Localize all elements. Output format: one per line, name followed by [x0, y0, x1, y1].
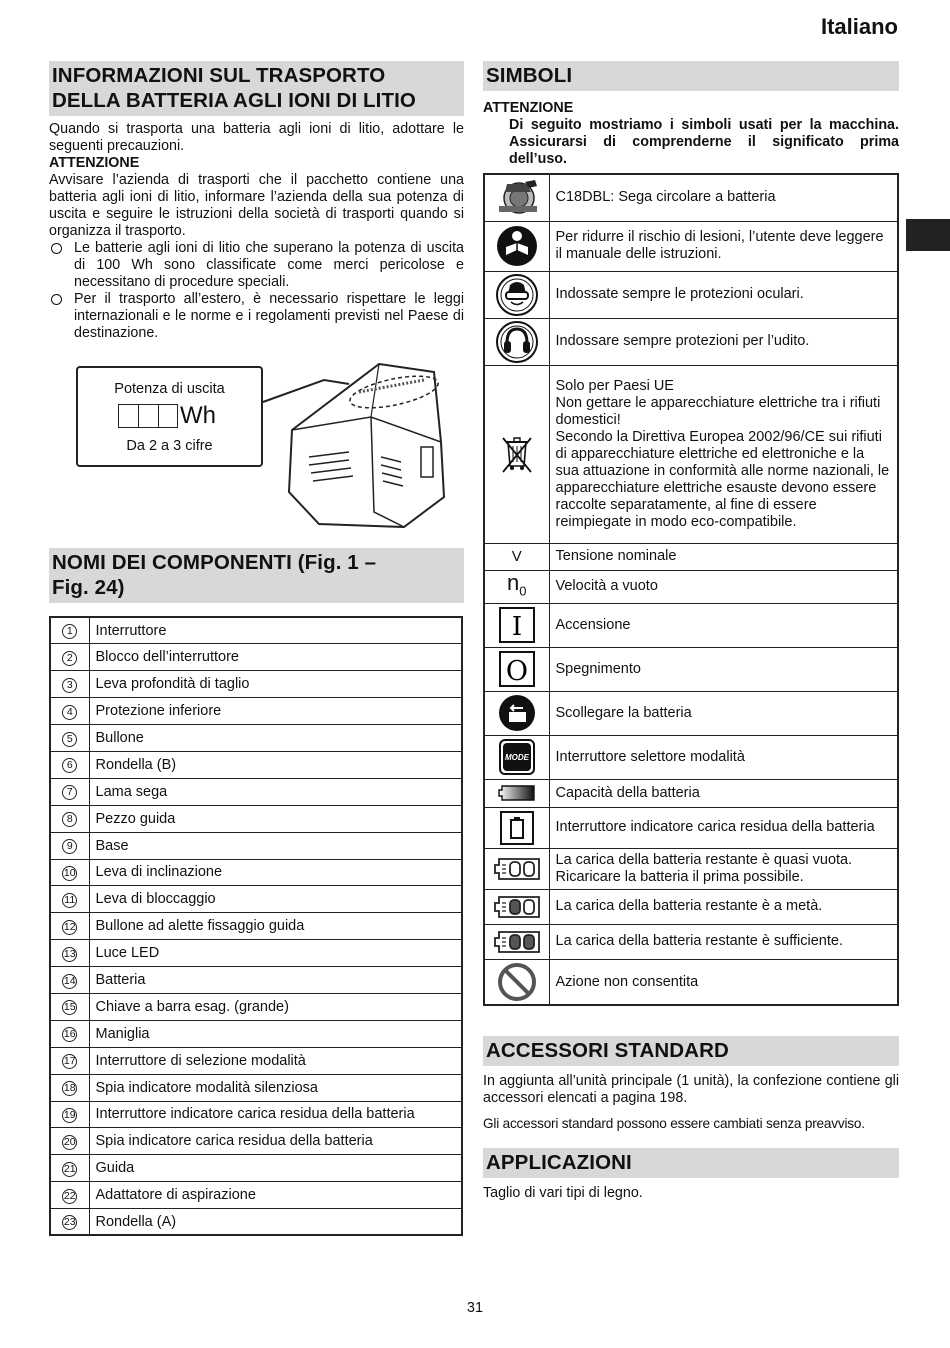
- symbol-row: [484, 691, 898, 735]
- component-label: Rondella (A): [89, 1209, 462, 1236]
- symbol-row: [484, 271, 898, 318]
- svg-text:O: O: [505, 656, 528, 688]
- transport-bullet: Per il trasporto all’estero, è necessario rispettare le leggi internazionali e le norme e i regolamenti previsti nel Paese di destinazione.: [49, 291, 464, 342]
- component-number: 16: [63, 1028, 76, 1041]
- component-number: 22: [63, 1189, 76, 1202]
- symbols-warning-text: Di seguito mostriamo i simboli usati per la macchina. Assicurarsi di comprenderne il significato prima dell’uso.: [509, 117, 899, 167]
- component-number: 11: [62, 893, 77, 908]
- component-number: 15: [63, 1001, 76, 1014]
- component-row: [50, 1101, 462, 1128]
- component-number: 21: [63, 1162, 76, 1175]
- mode-switch-icon: [484, 735, 549, 779]
- symbol-row: [484, 543, 898, 570]
- digits-note: Da 2 a 3 cifre: [126, 438, 213, 454]
- component-label: Base: [89, 832, 462, 859]
- battery-sufficient-icon: [484, 924, 549, 959]
- components-table: [49, 616, 463, 1236]
- component-number: 2: [62, 651, 77, 666]
- component-number: 13: [63, 947, 76, 960]
- component-label: Spia indicatore modalità silenziosa: [89, 1074, 462, 1101]
- component-number: 12: [63, 920, 76, 933]
- component-label: Rondella (B): [89, 751, 462, 778]
- prohibited-icon: [484, 959, 549, 1005]
- component-row: [50, 644, 462, 671]
- symbol-row: [484, 365, 898, 543]
- component-label: Adattatore di aspirazione: [89, 1182, 462, 1209]
- symbol-row: [484, 221, 898, 271]
- transport-title-line2: DELLA BATTERIA AGLI IONI DI LITIO: [52, 89, 416, 112]
- component-row: [50, 859, 462, 886]
- transport-bullets: [49, 240, 464, 342]
- component-label: Interruttore: [89, 617, 462, 644]
- wh-digit-boxes: [118, 404, 178, 428]
- transport-intro: Quando si trasporta una batteria agli ioni di litio, adottare le seguenti precauzioni.: [49, 121, 464, 154]
- symbol-description: Indossate sempre le protezioni oculari.: [549, 271, 898, 318]
- voltage-symbol-text: V: [511, 548, 522, 565]
- component-label: Lama sega: [89, 778, 462, 805]
- component-label: Batteria: [89, 967, 462, 994]
- no-load-speed-symbol-text: $n_0$: [507, 569, 527, 598]
- symbol-row: [484, 735, 898, 779]
- component-label: Pezzo guida: [89, 805, 462, 832]
- component-row: [50, 1074, 462, 1101]
- component-label: Interruttore indicatore carica residua della batteria: [89, 1101, 462, 1128]
- applications-text: Taglio di vari tipi di legno.: [483, 1185, 643, 1202]
- component-row: [50, 805, 462, 832]
- component-number: 6: [62, 758, 77, 773]
- component-number: 7: [62, 785, 77, 800]
- component-label: Bullone ad alette fissaggio guida: [89, 913, 462, 940]
- output-power-callout: [76, 366, 263, 467]
- symbol-row: [484, 848, 898, 889]
- symbol-description: Capacità della batteria: [549, 779, 898, 807]
- symbols-section-title: SIMBOLI: [483, 61, 899, 91]
- battery-half-icon: [484, 889, 549, 924]
- symbol-description: Per ridurre il rischio di lesioni, l’utente deve leggere il manuale delle istruzioni.: [549, 221, 898, 271]
- component-number: 10: [63, 866, 76, 879]
- symbol-description: Tensione nominale: [549, 543, 898, 570]
- symbol-description: La carica della batteria restante è sufficiente.: [549, 924, 898, 959]
- symbols-table: [483, 173, 899, 1006]
- symbol-row: [484, 807, 898, 848]
- component-row: [50, 1047, 462, 1074]
- component-label: Spia indicatore carica residua della batteria: [89, 1128, 462, 1155]
- symbol-description: C18DBL: Sega circolare a batteria: [549, 174, 898, 221]
- applications-section-title: APPLICAZIONI: [483, 1148, 899, 1178]
- component-row: [50, 671, 462, 698]
- symbol-description: Scollegare la batteria: [549, 691, 898, 735]
- transport-section-title: [49, 61, 464, 116]
- component-label: Leva di bloccaggio: [89, 886, 462, 913]
- symbol-description: La carica della batteria restante è quasi vuota. Ricaricare la batteria il prima possibile.: [549, 848, 898, 889]
- component-row: [50, 967, 462, 994]
- accessories-text: In aggiunta all’unità principale (1 unità), la confezione contiene gli accessori elencati a pagina 198.: [483, 1073, 899, 1107]
- symbol-description: Solo per Paesi UE Non gettare le apparecchiature elettriche tra i rifiuti domestici! Secondo la Direttiva Europea 2002/96/CE sui rifiuti di apparecchiature elettriche ed elettroniche e la sua attuazione in conformità alle norme nazionali, le apparecchiature elettriche esauste devono essere raccolte separatamente, al fine di essere reimpiegate in modo eco-compatibile.: [549, 365, 898, 543]
- battery-figure: [49, 362, 464, 542]
- component-label: Interruttore di selezione modalità: [89, 1047, 462, 1074]
- component-label: Maniglia: [89, 1020, 462, 1047]
- svg-text:MODE: MODE: [504, 753, 529, 763]
- switch-on-icon: [484, 603, 549, 647]
- battery-capacity-icon: [484, 779, 549, 807]
- component-row: [50, 1209, 462, 1236]
- components-title-line1: NOMI DEI COMPONENTI (Fig. 1 –: [52, 551, 377, 574]
- symbol-description: Azione non consentita: [549, 959, 898, 1005]
- component-number: 20: [63, 1135, 76, 1148]
- symbol-description: Interruttore indicatore carica residua della batteria: [549, 807, 898, 848]
- symbol-description: Accensione: [549, 603, 898, 647]
- components-title-line2: Fig. 24): [52, 576, 125, 599]
- no-load-speed-symbol: [484, 570, 549, 603]
- battery-almost-empty-icon: [484, 848, 549, 889]
- component-number: 9: [62, 839, 77, 854]
- component-row: [50, 751, 462, 778]
- transport-warning-label: ATTENZIONE: [49, 155, 140, 171]
- component-number: 23: [63, 1216, 76, 1229]
- component-label: Blocco dell’interruttore: [89, 644, 462, 671]
- component-label: Guida: [89, 1155, 462, 1182]
- component-row: [50, 1128, 462, 1155]
- symbols-warning-label: ATTENZIONE: [483, 100, 574, 116]
- symbol-row: [484, 647, 898, 691]
- component-label: Leva di inclinazione: [89, 859, 462, 886]
- component-row: [50, 886, 462, 913]
- component-number: 3: [62, 678, 77, 693]
- component-label: Chiave a barra esag. (grande): [89, 993, 462, 1020]
- component-row: [50, 1182, 462, 1209]
- component-label: Bullone: [89, 725, 462, 752]
- language-tab-marker: [906, 219, 950, 251]
- wh-unit-label: Wh: [180, 402, 216, 429]
- component-row: [50, 993, 462, 1020]
- component-number: 14: [63, 974, 76, 987]
- left-column: [49, 61, 464, 1236]
- component-number: 8: [62, 812, 77, 827]
- output-power-label: Potenza di uscita: [114, 381, 225, 397]
- voltage-symbol: [484, 543, 549, 570]
- disconnect-battery-icon: [484, 691, 549, 735]
- component-row: [50, 725, 462, 752]
- components-section-title: [49, 548, 464, 603]
- component-number: 17: [63, 1055, 76, 1068]
- component-row: [50, 778, 462, 805]
- circular-saw-icon: [484, 174, 549, 221]
- accessories-section-title: ACCESSORI STANDARD: [483, 1036, 899, 1066]
- language-label: Italiano: [820, 14, 898, 39]
- symbol-row: [484, 318, 898, 365]
- ear-protection-icon: [484, 318, 549, 365]
- battery-indicator-switch-icon: [484, 807, 549, 848]
- component-row: [50, 1020, 462, 1047]
- component-number: 19: [63, 1108, 76, 1121]
- svg-text:I: I: [511, 612, 522, 643]
- component-row: [50, 913, 462, 940]
- symbol-row: [484, 603, 898, 647]
- weee-bin-icon: [484, 365, 549, 543]
- read-manual-icon: [484, 221, 549, 271]
- symbol-row: [484, 959, 898, 1005]
- transport-bullet: Le batterie agli ioni di litio che superano la potenza di uscita di 100 Wh sono classificate come merci pericolose e necessitano di procedure speciali.: [49, 240, 464, 291]
- accessories-note: Gli accessori standard possono essere cambiati senza preavviso.: [483, 1116, 865, 1132]
- component-label: Leva profondità di taglio: [89, 671, 462, 698]
- symbol-description: Indossare sempre protezioni per l’udito.: [549, 318, 898, 365]
- transport-title-line1: INFORMAZIONI SUL TRASPORTO: [52, 64, 386, 87]
- eye-protection-icon: [484, 271, 549, 318]
- component-number: 5: [62, 732, 77, 747]
- symbol-description: Interruttore selettore modalità: [549, 735, 898, 779]
- symbol-row: [484, 889, 898, 924]
- component-row: [50, 698, 462, 725]
- symbol-row: [484, 570, 898, 603]
- symbol-description: La carica della batteria restante è a metà.: [549, 889, 898, 924]
- transport-warning-text: Avvisare l’azienda di trasporti che il pacchetto contiene una batteria agli ioni di litio, informare l’azienda della sua potenza di uscita e seguire le istruzioni della società di trasporti quando si organizza il trasporto.: [49, 172, 464, 239]
- symbol-row: [484, 174, 898, 221]
- page-number: 31: [466, 1300, 484, 1316]
- component-number: 4: [62, 705, 77, 720]
- component-row: [50, 1155, 462, 1182]
- component-row: [50, 617, 462, 644]
- symbol-row: [484, 924, 898, 959]
- component-number: 18: [63, 1082, 76, 1095]
- right-column: [483, 61, 899, 1202]
- symbol-row: [484, 779, 898, 807]
- switch-off-icon: [484, 647, 549, 691]
- component-label: Protezione inferiore: [89, 698, 462, 725]
- symbol-description: Spegnimento: [549, 647, 898, 691]
- component-label: Luce LED: [89, 940, 462, 967]
- symbol-description: Velocità a vuoto: [549, 570, 898, 603]
- component-number: 1: [62, 624, 77, 639]
- component-row: [50, 940, 462, 967]
- component-row: [50, 832, 462, 859]
